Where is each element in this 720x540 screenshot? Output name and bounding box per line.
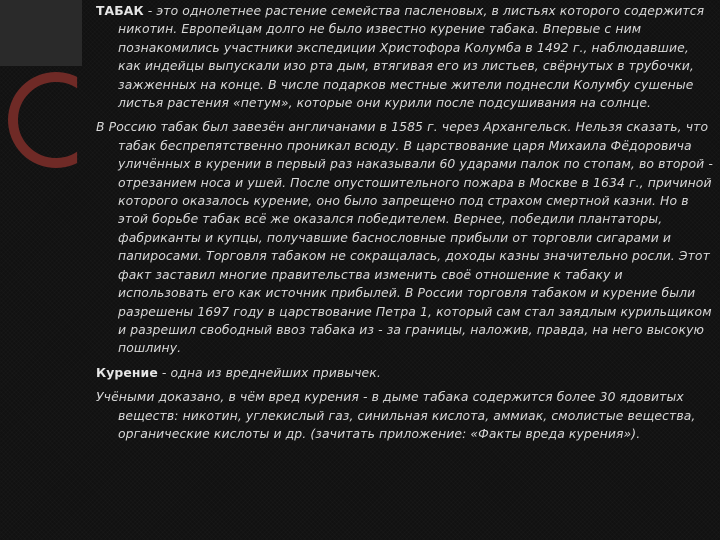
paragraph-russia-history-text: В Россию табак был завезён англичанами в 1585 г. через Архангельск. Нельзя сказать, что табак беспрепятственно проникал всюду. В царствование царя Михаила Фёдоровича уличённых в курении в первый раз наказывали 60 ударами палок по стопам, во второй - отрезанием носа и ушей. После опустошительного пожара в Москве в 1634 г., причиной которого оказалось курение, оно было запрещено под страхом смертной казни. Но в этой борьбе табак всё же оказался победителем. Вернее, победили плантаторы, фабриканты и купцы, получавшие баснословные прибыли от торговли сигарами и папиросами. Торговля табаком не сокращалась, доходы казны значительно росли. Этот факт заставил многие правительства изменить своё отношение к табаку и использовать его как источник прибылей. В России торговля табаком и курение были разрешены 1697 году в царствование Петра 1, который сам стал заядлым курильщиком и разрешил свободный ввоз табака из - за границы, наложив, правда, на него высокую пошлину.: [96, 119, 713, 356]
paragraph-tobacco-text: - это однолетнее растение семейства пасленовых, в листьях которого содержится никотин. Европейцам долго не было известно курение табака. Впервые с ним познакомились участники экспедиции Христофора Колумба в 1492 г., наблюдавшие, как индейцы выпускали изо рта дым, втягивая его из листьев, свёрнутых в трубочки, зажженных на конце. В числе подарков местные жители поднесли Колумбу сушеные листья растения «петум», которые они курили после подсушивания на солнце.: [118, 3, 705, 111]
paragraph-smoking-text: - одна из вреднейших привычек.: [157, 364, 381, 380]
term-tobacco: ТАБАК: [96, 3, 144, 18]
term-smoking: Курение: [96, 364, 158, 380]
slide-text-body: [96, 2, 714, 449]
paragraph-harm: [96, 388, 714, 443]
paragraph-tobacco: [96, 2, 714, 112]
paragraph-smoking: [96, 364, 714, 382]
paragraph-harm-text: Учёными доказано, в чём вред курения - в дыме табака содержится более 30 ядовитых веществ: никотин, углекислый газ, синильная кислота, аммиак, смолистые вещества, органические кислоты и др. (зачитать приложение: «Факты вреда курения»).: [96, 389, 696, 441]
decorative-square: [0, 0, 82, 66]
paragraph-russia-history: [96, 118, 714, 357]
